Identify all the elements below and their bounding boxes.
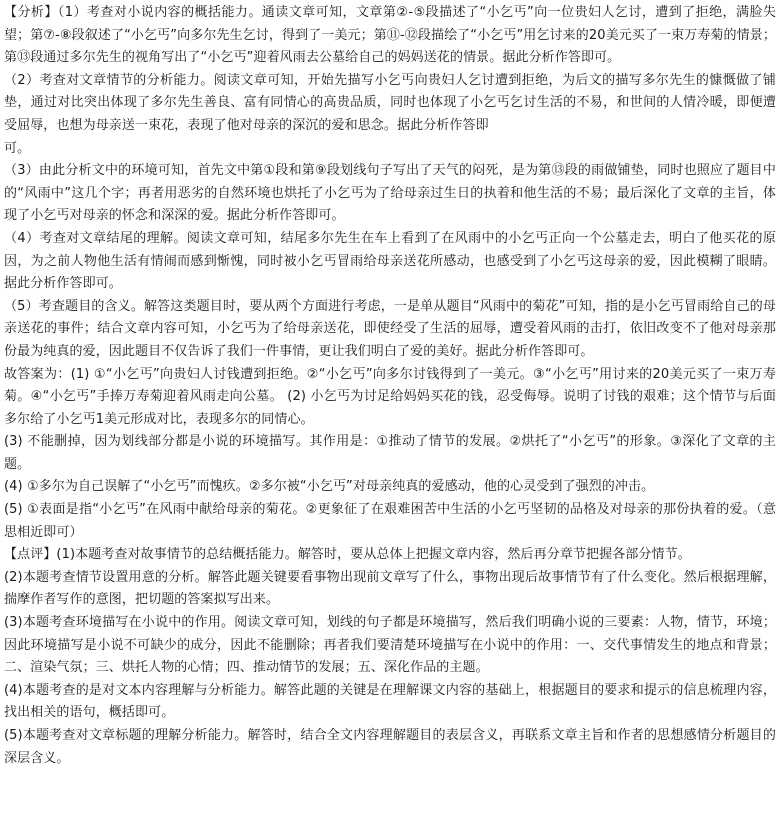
analysis-paragraph-5: （5）考查题目的含义。解答这类题目时，要从两个方面进行考虑，一是单从题目“风雨中的菊花”可知，指的是小乞丐冒雨给自己的母亲送花的事件；结合文章内容可知，小乞丐为了给母亲送花，即使经受了生活的屈辱，遭受着风雨的击打，依旧改变不了他对母亲那份最为纯真的爱，因此题目不仅告诉了我们一件事情，更让我们明白了爱的美好。据此分析作答即可。	[4, 298, 776, 359]
analysis-paragraph-4: （4）考查对文章结尾的理解。阅读文章可知，结尾多尔先生在车上看到了在风雨中的小乞丐正向一个公墓走去，明白了他买花的原因，为之前人物他生活有情闹而感到惭愧，同时被小乞丐冒雨给母亲送花所感动，也感受到了小乞丐这母亲的爱，因此模糊了眼睛。据此分析作答即可。	[4, 230, 776, 292]
analysis-paragraph-3: （3）由此分析文中的环境可知，首先文中第①段和第⑨段划线句子写出了天气的闷死，是为第⑬段的雨做铺垫，同时也照应了题目中的“风雨中”这几个字；再者用恶劣的自然环境也烘托了小乞丐为了给母亲过生日的执着和他生活的不易；最后深化了文章的主旨，体现了小乞丐对母亲的怀念和深深的爱。据此分析作答即可。	[4, 163, 776, 224]
analysis-paragraph-2-tail: 可。	[4, 140, 31, 156]
answer-5: (5) ①表面是指“小乞丐”在风雨中献给母亲的菊花。②更象征了在艰难困苦中生活的小乞丐坚韧的品格及对母亲的那份执着的爱。（意思相近即可）	[4, 502, 776, 540]
answer-1-2: 故答案为：(1) ①“小乞丐”向贵妇人讨钱遭到拒绝。②“小乞丐”向多尔讨钱得到了一美元。③“小乞丐”用讨来的20美元买了一束万寿菊。④“小乞丐”手捧万寿菊迎着风雨走向公墓。 (2) 小乞丐为讨足给妈妈买花的钱，忍受侮辱。说明了讨钱的艰难；这个情节与后面多尔给了小乞丐1美元形成对比，表现多尔的同情心。	[4, 366, 776, 427]
comment-4: (4)本题考查的是对文本内容理解与分析能力。解答此题的关键是在理解课文内容的基础上，根据题目的要求和提示的信息梳理内容，找出相关的语句，概括即可。	[4, 682, 776, 721]
answer-3: (3) 不能删掉，因为划线部分都是小说的环境描写。其作用是：①推动了情节的发展。②烘托了“小乞丐”的形象。③深化了文章的主题。	[4, 434, 776, 472]
comment-3: (3)本题考查环境描写在小说中的作用。阅读文章可知，划线的句子都是环境描写，然后我们明确小说的三要素：人物，情节，环境；因此环境描写是小说不可缺少的成分，因此不能删除；再者我们要清楚环境描写在小说中的作用：一、交代事情发生的地点和背景；二、渲染气氛；三、烘托人物的心情；四、推动情节的发展；五、深化作品的主题。	[4, 615, 776, 676]
answer-4: (4) ①多尔为自己误解了“小乞丐”而愧疚。②多尔被“小乞丐”对母亲纯真的爱感动，他的心灵受到了强烈的冲击。	[4, 479, 655, 495]
comment-2: (2)本题考查情节设置用意的分析。解答此题关键要看事物出现前文章写了什么，事物出现后故事情节有了什么变化。然后根据理解，揣摩作者写作的意图，把切题的答案拟写出来。	[4, 569, 776, 608]
analysis-paragraph-2: （2）考查对文章情节的分析能力。阅读文章可知，开始先描写小乞丐向贵妇人乞讨遭到拒绝，为后文的描写多尔先生的慷慨做了铺垫，通过对比突出体现了多尔先生善良、富有同情心的高贵品质，同时也体现了小乞丐乞讨生活的不易，和世间的人情冷暖，即便遭受屈辱，也想为母亲送一束花，表现了他对母亲的深沉的爱和思念。据此分析作答即	[4, 72, 776, 133]
comment-5: (5)本题考查对文章标题的理解分析能力。解答时，结合全文内容理解题目的表层含义，再联系文章主旨和作者的思想感情分析题目的深层含义。	[4, 728, 776, 766]
analysis-paragraph-1: 【分析】（1）考查对小说内容的概括能力。通读文章可知，文章第②-⑤段描述了“小乞丐”向一位贵妇人乞讨，遭到了拒绝，满脸失望；第⑦-⑧段叙述了“小乞丐”向多尔先生乞讨，得到了一美元；第⑪-⑫段描绘了“小乞丐”用乞讨来的20美元买了一束万寿菊的情景；第⑬段通过多尔先生的视角写出了“小乞丐”迎着风雨去公墓给自己的妈妈送花的情景。据此分析作答即可。	[4, 5, 776, 66]
comment-1: 【点评】(1)本题考查对故事情节的总结概括能力。解答时，要从总体上把握文章内容，然后再分章节把握各部分情节。	[4, 547, 691, 563]
